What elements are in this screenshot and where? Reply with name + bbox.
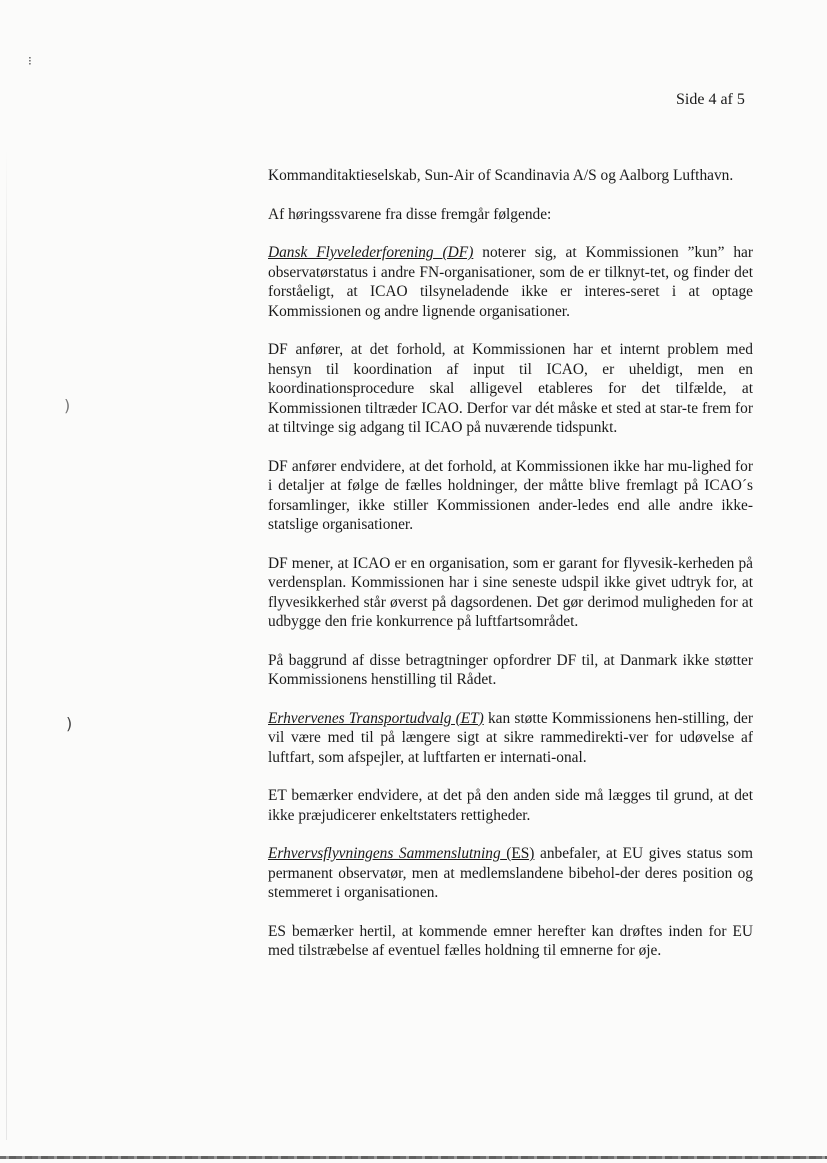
paragraph [268, 554, 753, 632]
paragraph-text: Af høringssvarene fra disse fremgår følgende: [268, 205, 552, 223]
organization-name: Erhvervenes Transportudvalg (ET) [268, 709, 484, 727]
paragraph-text: DF anfører, at det forhold, at Kommissionen har et internt problem med hensyn til koordination af input til ICAO, er uheldigt, men en koordinationsprocedure skal alligevel etableres for det tilfælde, at Kommissionen tiltræder ICAO. Derfor var dét måske et sted at star-te frem for at tiltvinge sig adgang til ICAO på nuværende tidspunkt. [268, 341, 753, 436]
paragraph-text: DF mener, at ICAO er en organisation, som er garant for flyvesik-kerheden på verdensplan. Kommissionen har i sine seneste udspil ikke givet udtryk for, at flyvesikkerhed står øverst på dagsordenen. Det gør derimod muligheden for at udbygge den frie konkurrence på luftfartsområdet. [268, 554, 753, 630]
scan-margin-line [6, 150, 7, 1140]
paragraph-text: DF anfører endvidere, at det forhold, at Kommissionen ikke har mu-lighed for i detaljer at følge de fælles holdninger, der måtte blive fremlagt på ICAO´s forsamlinger, ikke stiller Kommissionen ander-ledes end alle andre ikke-statslige organisationer. [268, 457, 753, 533]
paragraph [268, 709, 753, 768]
organization-name: Erhvervsflyvningens Sammenslutning [268, 845, 501, 862]
paragraph [268, 922, 753, 961]
paragraph-text: ET bemærker endvidere, at det på den anden side må lægges til grund, at det ikke præjudicerer enkeltstaters rettigheder. [268, 787, 753, 824]
paragraph [268, 166, 753, 186]
organization-abbreviation: (ES) [500, 845, 535, 862]
paragraph-text: På baggrund af disse betragtninger opfordrer DF til, at Danmark ikke støtter Kommissionens henstilling til Rådet. [268, 651, 753, 688]
paragraph [268, 651, 753, 690]
paragraph-text: noterer sig, at Kommissionen ”kun” har observatørstatus i andre FN-organisationer, som de er tilknyt-tet, og finder det forståeligt, at ICAO tilsyneladende ikke er interes-seret i at optage Kommissionen og andre lignende organisationer. [268, 244, 753, 320]
scan-bottom-edge [0, 1156, 827, 1159]
scan-artifact-mark: ⁝ [28, 54, 32, 68]
paragraph-text: ES bemærker hertil, at kommende emner herefter kan drøftes inden for EU med tilstræbelse af eventuel fælles holdning til emnerne for øje. [268, 922, 753, 959]
scan-artifact-mark: ) [66, 714, 73, 733]
paragraph-text: Kommanditaktieselskab, Sun-Air of Scandinavia A/S og Aalborg Lufthavn. [268, 167, 734, 184]
scan-artifact-mark: ) [64, 396, 71, 415]
paragraph [268, 457, 753, 535]
document-body [268, 166, 753, 961]
paragraph [268, 844, 753, 903]
paragraph [268, 340, 753, 438]
paragraph-text: anbefaler, at EU gives status som permanent observatør, men at medlemslandene bibehol-der deres position og stemmeret i organisationen. [268, 845, 754, 901]
paragraph [268, 243, 753, 321]
paragraph [268, 205, 753, 225]
paragraph [268, 786, 753, 825]
organization-name: Dansk Flyvelederforening (DF) [268, 244, 474, 261]
paragraph-text: kan støtte Kommissionens hen-stilling, der vil være med til på længere sigt at sikre rammedirekti-ver for udøvelse af luftfart, som afspejler, at luftfarten er internati-onal. [268, 709, 753, 766]
page-number: Side 4 af 5 [676, 91, 745, 108]
